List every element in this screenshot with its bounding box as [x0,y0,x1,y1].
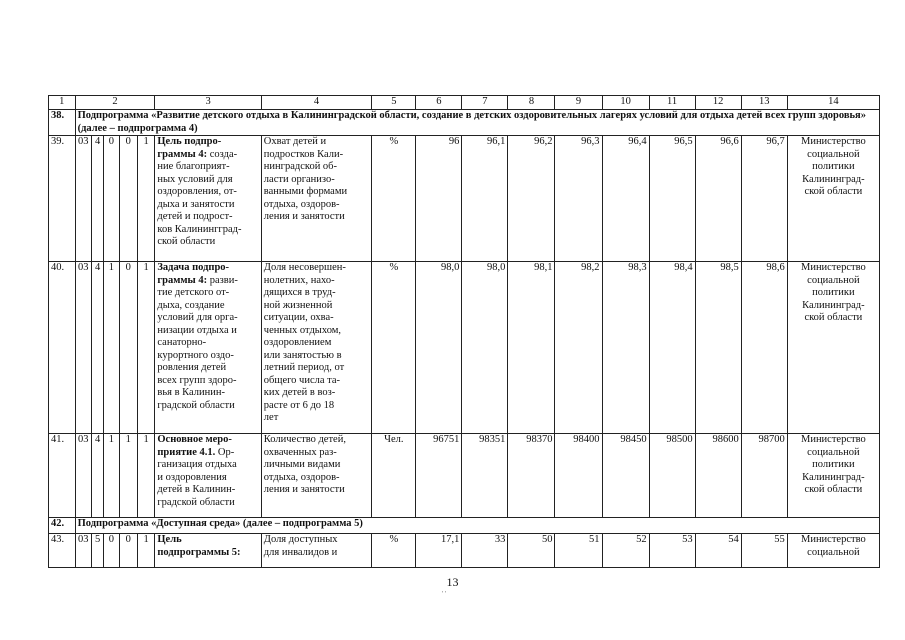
value-cell: 52 [602,534,649,568]
goal-name-bold: Основное меро- приятие 4.1. [157,434,232,458]
goal-name [155,534,261,568]
code-cell: 4 [91,136,103,262]
value-cell: 98600 [695,434,741,518]
header-cell: 11 [649,96,695,110]
responsible-org: Министерство социальной [787,534,879,568]
code-cell: 1 [137,434,154,518]
header-cell: 6 [416,96,462,110]
goal-name-text: разви- тие детского от- дыха, создание условий для орга- низации отдыха и санаторно- курортного оздо- ровления детей всех групп здоро- вья в Калинин- градской области [157,274,238,411]
row-number: 38. [49,110,76,136]
value-cell: 98351 [462,434,508,518]
code-cell: 5 [91,534,103,568]
indicator-name: Доля доступных для инвалидов и [261,534,372,568]
value-cell: 98,0 [462,262,508,434]
value-cell: 98,4 [649,262,695,434]
value-cell: 54 [695,534,741,568]
value-cell: 98,0 [416,262,462,434]
value-cell: 98,2 [555,262,602,434]
code-cell: 0 [119,262,137,434]
value-cell: 17,1 [416,534,462,568]
value-cell: 98,6 [741,262,787,434]
goal-name-text: созда- ние благоприят- ных условий для оздоровления, от- дыха и занятости детей и подрост- ков Калинингград- ской области [157,148,242,247]
unit-cell: % [372,136,416,262]
header-cell: 10 [602,96,649,110]
header-cell: 8 [508,96,555,110]
row-number: 39. [49,136,76,262]
code-cell: 03 [75,434,91,518]
goal-name-bold: Цель подпрограммы 5: [157,534,241,558]
header-cell: 3 [155,96,261,110]
value-cell: 98500 [649,434,695,518]
value-cell: 55 [741,534,787,568]
unit-cell: Чел. [372,434,416,518]
indicator-name: Охват детей и подростков Кали- нинградской об- ласти организо- ванными формами отдыха, оздоров- ления и занятости [261,136,372,262]
goal-name-bold: Задача подпро- граммы 4: [157,262,230,286]
value-cell: 98700 [741,434,787,518]
code-cell: 1 [137,534,154,568]
value-cell: 96,2 [508,136,555,262]
code-cell: 03 [75,262,91,434]
value-cell: 98,1 [508,262,555,434]
code-cell: 03 [75,136,91,262]
value-cell: 98,3 [602,262,649,434]
goal-name [155,262,261,434]
table-row [49,110,880,136]
header-cell: 9 [555,96,602,110]
value-cell: 96,4 [602,136,649,262]
goal-name-text: Ор- ганизация отдыха и оздоровления детей в Калинин- градской области [157,446,237,508]
value-cell: 96,6 [695,136,741,262]
header-cell: 12 [695,96,741,110]
goal-name-bold: Цель подпро- граммы 4: [157,136,222,160]
table-row [49,434,880,518]
value-cell: 53 [649,534,695,568]
code-cell: 03 [75,534,91,568]
goal-name [155,434,261,518]
value-cell: 96 [416,136,462,262]
header-cell: 13 [741,96,787,110]
indicators-table [48,95,880,568]
header-cell: 1 [49,96,76,110]
indicator-name: Доля несовершен- нолетних, нахо- дящихся в труд- ной жизненной ситуации, охва- ченных отдыхом, оздоровлением или занятостью в летний период, от общего числа та- ких детей в воз- расте от 6 до 18 лет [261,262,372,434]
table-row [49,534,880,568]
value-cell: 98450 [602,434,649,518]
indicator-name: Количество детей, охваченных раз- личными видами отдыха, оздоров- ления и занятости [261,434,372,518]
responsible-org: Министерство социальной политики Калининград- ской области [787,262,879,434]
header-cell: 14 [787,96,879,110]
unit-cell: % [372,262,416,434]
code-cell: 0 [119,534,137,568]
row-number: 43. [49,534,76,568]
goal-name [155,136,261,262]
scan-speck: ' ' [442,590,447,598]
subprogram-title: Подпрограмма «Развитие детского отдыха в Калининградской области, создание в детских оздоровительных лагерях условий для отдыха детей всех групп здоровья» (далее – подпрограмма 4) [75,110,879,136]
code-cell: 0 [104,534,119,568]
value-cell: 96,3 [555,136,602,262]
unit-cell: % [372,534,416,568]
code-cell: 0 [104,136,119,262]
header-cell: 4 [261,96,372,110]
row-number: 42. [49,518,76,534]
value-cell: 51 [555,534,602,568]
value-cell: 96,7 [741,136,787,262]
header-cell: 2 [75,96,155,110]
value-cell: 33 [462,534,508,568]
code-cell: 1 [104,262,119,434]
page-number: 13 [446,575,459,589]
code-cell: 4 [91,434,103,518]
subprogram-title: Подпрограмма «Доступная среда» (далее – подпрограмма 5) [75,518,879,534]
header-row [49,96,880,110]
value-cell: 96,1 [462,136,508,262]
code-cell: 1 [137,136,154,262]
value-cell: 98370 [508,434,555,518]
header-cell: 5 [372,96,416,110]
row-number: 40. [49,262,76,434]
code-cell: 1 [119,434,137,518]
table-row [49,262,880,434]
responsible-org: Министерство социальной политики Калининград- ской области [787,434,879,518]
value-cell: 96751 [416,434,462,518]
header-cell: 7 [462,96,508,110]
table-row [49,518,880,534]
responsible-org: Министерство социальной политики Калининград- ской области [787,136,879,262]
code-cell: 1 [104,434,119,518]
value-cell: 96,5 [649,136,695,262]
value-cell: 98,5 [695,262,741,434]
code-cell: 1 [137,262,154,434]
table-row [49,136,880,262]
value-cell: 50 [508,534,555,568]
code-cell: 0 [119,136,137,262]
row-number: 41. [49,434,76,518]
code-cell: 4 [91,262,103,434]
value-cell: 98400 [555,434,602,518]
